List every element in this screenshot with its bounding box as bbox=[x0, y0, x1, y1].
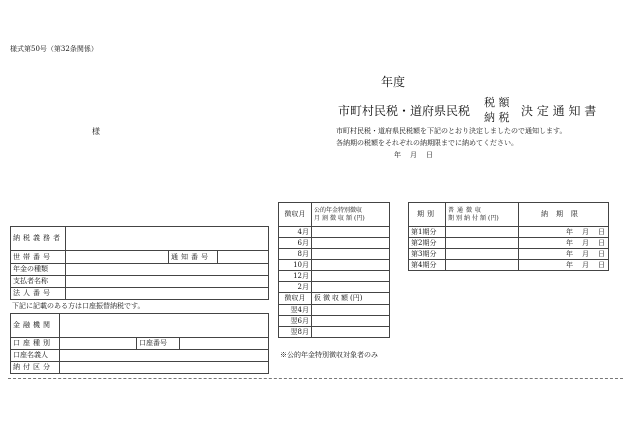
pension-footnote: ※公的年金特別徴収対象者のみ bbox=[280, 351, 378, 359]
account-type-value bbox=[60, 338, 137, 350]
notice-title-suffix: 決 定 通 知 書 bbox=[521, 104, 597, 118]
household-number-value bbox=[66, 251, 169, 264]
period-label: 第4期分 bbox=[409, 260, 446, 271]
pension-month: 8月 bbox=[279, 249, 312, 260]
corporate-number-value bbox=[66, 288, 269, 300]
provisional-month: 翌4月 bbox=[279, 305, 312, 316]
bank-table bbox=[10, 313, 269, 374]
pension-amount-head-line1: 公的年金特別徴収 bbox=[314, 206, 363, 214]
pension-month: 2月 bbox=[279, 282, 312, 293]
pension-amount-head-line2: 月割徴収額 bbox=[314, 214, 355, 222]
provisional-amount-cell bbox=[312, 327, 390, 338]
period-amount-head bbox=[446, 203, 519, 227]
notice-number-value bbox=[218, 251, 269, 264]
period-table bbox=[408, 202, 609, 271]
account-number-value bbox=[180, 338, 269, 350]
account-holder-label: 口座名義人 bbox=[11, 350, 60, 362]
pension-month: 10月 bbox=[279, 260, 312, 271]
pension-amount-cell bbox=[312, 260, 390, 271]
taxpayer-table bbox=[10, 226, 269, 300]
period-amount-cell bbox=[446, 249, 519, 260]
payment-class-value bbox=[60, 362, 269, 374]
taxpayer-label: 納税義務者 bbox=[11, 227, 66, 251]
period-due-date: 年 月 日 bbox=[519, 238, 609, 249]
bank-value bbox=[60, 314, 269, 338]
provisional-amount-cell bbox=[312, 305, 390, 316]
pension-table bbox=[278, 202, 390, 338]
provisional-month: 翌6月 bbox=[279, 316, 312, 327]
household-number-label: 世帯番号 bbox=[11, 251, 66, 264]
pension-amount-cell bbox=[312, 282, 390, 293]
pension-month: 12月 bbox=[279, 271, 312, 282]
bank-note: 下記に記載のある方は口座振替納税です。 bbox=[12, 302, 145, 310]
payer-name-value bbox=[66, 276, 269, 288]
pension-type-label: 年金の種類 bbox=[11, 264, 66, 276]
provisional-yen-unit: (円) bbox=[350, 294, 363, 302]
provisional-amount-head: 仮徴収額 bbox=[314, 294, 350, 302]
pension-amount-cell bbox=[312, 238, 390, 249]
period-label: 第3期分 bbox=[409, 249, 446, 260]
payment-class-label: 納付区分 bbox=[11, 362, 60, 374]
fiscal-year-label: 年度 bbox=[381, 75, 406, 89]
provisional-amount-cell bbox=[312, 316, 390, 327]
account-number-label: 口座番号 bbox=[137, 338, 180, 350]
pension-month: 4月 bbox=[279, 227, 312, 238]
notice-date: 年 月 日 bbox=[394, 151, 434, 159]
period-amount-head-line2: 期別納付額 bbox=[448, 214, 489, 222]
period-label: 第1期分 bbox=[409, 227, 446, 238]
form-number: 様式第50号（第32条関係） bbox=[10, 45, 98, 53]
pension-month-head: 徴収月 bbox=[279, 203, 312, 227]
period-yen-unit: (円) bbox=[488, 214, 499, 222]
pension-yen-unit: (円) bbox=[354, 214, 365, 222]
pension-type-value bbox=[66, 264, 269, 276]
pension-amount-cell bbox=[312, 227, 390, 238]
period-due-date: 年 月 日 bbox=[519, 260, 609, 271]
period-due-date: 年 月 日 bbox=[519, 249, 609, 260]
account-type-label: 口座種別 bbox=[11, 338, 60, 350]
bank-label: 金融機関 bbox=[11, 314, 60, 338]
pension-amount-cell bbox=[312, 249, 390, 260]
pension-month: 6月 bbox=[279, 238, 312, 249]
account-holder-value bbox=[60, 350, 269, 362]
due-date-head: 納期限 bbox=[519, 203, 609, 227]
notice-text-line2: 各納期の税額をそれぞれの納期限までに納めてください。 bbox=[336, 139, 518, 147]
taxpayer-value bbox=[66, 227, 269, 251]
corporate-number-label: 法人番号 bbox=[11, 288, 66, 300]
period-due-date: 年 月 日 bbox=[519, 227, 609, 238]
perforation-line bbox=[8, 378, 623, 379]
honorific-sama: 様 bbox=[92, 127, 100, 136]
payer-name-label: 支払者名称 bbox=[11, 276, 66, 288]
notice-number-label: 通知番号 bbox=[169, 251, 218, 264]
notice-title-lower: 納 税 bbox=[484, 111, 510, 124]
period-head: 期別 bbox=[409, 203, 446, 227]
pension-amount-cell bbox=[312, 271, 390, 282]
notice-text-line1: 市町村民税・道府県民税額を下記のとおり決定しましたので通知します。 bbox=[336, 127, 567, 135]
period-label: 第2期分 bbox=[409, 238, 446, 249]
notice-title: 市町村民税・道府県民税 bbox=[338, 104, 471, 118]
provisional-month: 翌8月 bbox=[279, 327, 312, 338]
period-amount-cell bbox=[446, 238, 519, 249]
period-amount-head-line1: 普通徴収 bbox=[448, 206, 485, 214]
provisional-month-head: 徴収月 bbox=[279, 293, 312, 305]
pension-amount-head bbox=[312, 203, 390, 227]
notice-title-upper: 税 額 bbox=[484, 96, 510, 109]
period-amount-cell bbox=[446, 260, 519, 271]
period-amount-cell bbox=[446, 227, 519, 238]
